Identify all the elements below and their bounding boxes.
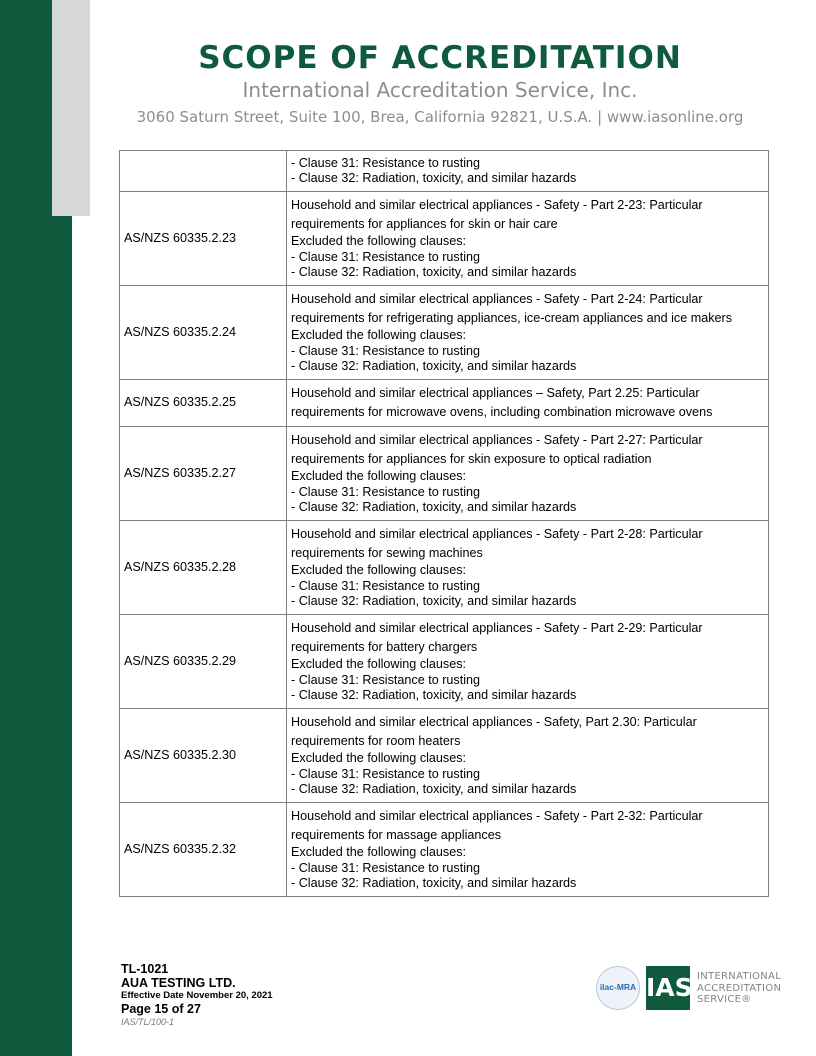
description-cell — [287, 192, 769, 286]
page-number: Page 15 of 27 — [121, 1002, 201, 1016]
clause-32-line: - Clause 32: Radiation, toxicity, and similar hazards — [291, 359, 577, 374]
clause-31-line: - Clause 31: Resistance to rusting — [291, 766, 480, 781]
clause-32-line: - Clause 32: Radiation, toxicity, and similar hazards — [291, 782, 577, 797]
effective-date: Effective Date November 20, 2021 — [121, 990, 273, 1001]
standard-cell: AS/NZS 60335.2.32 — [120, 803, 287, 897]
excluded-heading: Excluded the following clauses: — [291, 657, 467, 672]
footer-block — [121, 962, 273, 1028]
description-cell — [287, 803, 769, 897]
clause-31-line: - Clause 31: Resistance to rusting — [291, 672, 480, 687]
form-number: IAS/TL/100-1 — [121, 1017, 175, 1027]
table-row — [120, 521, 769, 615]
clause-32-line: - Clause 32: Radiation, toxicity, and similar hazards — [291, 688, 577, 703]
excluded-heading: Excluded the following clauses: — [291, 751, 467, 766]
standard-title: Household and similar electrical appliances - Safety - Part 2-29: Particular requirements for battery chargers — [291, 621, 703, 655]
company-name: AUA TESTING LTD. — [121, 976, 236, 990]
ilac-mra-text: ilac-MRA — [599, 982, 637, 992]
table-row — [120, 380, 769, 427]
description-cell — [287, 380, 769, 427]
organization-address: 3060 Saturn Street, Suite 100, Brea, California 92821, U.S.A. | www.iasonline.org — [136, 108, 744, 126]
clause-32-line: - Clause 32: Radiation, toxicity, and similar hazards — [291, 171, 577, 185]
table-row — [120, 427, 769, 521]
standard-title: Household and similar electrical appliances – Safety, Part 2.25: Particular requirements for microwave ovens, including combination microwave ovens — [291, 386, 713, 419]
table-row — [120, 803, 769, 897]
clause-32-line: - Clause 32: Radiation, toxicity, and similar hazards — [291, 594, 577, 609]
table-row-continued — [120, 151, 769, 192]
description-cell — [287, 427, 769, 521]
description-cell — [287, 709, 769, 803]
standard-title: Household and similar electrical appliances - Safety - Part 2-24: Particular requirements for refrigerating appliances, ice-cream appliances and ice makers — [291, 292, 732, 326]
description-cell — [287, 521, 769, 615]
clause-31-line: - Clause 31: Resistance to rusting — [291, 155, 480, 170]
table-row — [120, 286, 769, 380]
organization-name: International Accreditation Service, Inc. — [242, 78, 638, 102]
standard-cell: AS/NZS 60335.2.24 — [120, 286, 287, 380]
description-cell — [287, 286, 769, 380]
standard-title: Household and similar electrical appliances - Safety - Part 2-28: Particular requirements for sewing machines — [291, 527, 703, 561]
standard-title: Household and similar electrical appliances - Safety, Part 2.30: Particular requirements for room heaters — [291, 715, 697, 749]
clause-31-line: - Clause 31: Resistance to rusting — [291, 343, 480, 358]
clause-32-line: - Clause 32: Radiation, toxicity, and similar hazards — [291, 265, 577, 280]
standard-cell: AS/NZS 60335.2.30 — [120, 709, 287, 803]
excluded-heading: Excluded the following clauses: — [291, 469, 467, 484]
standard-cell — [120, 151, 287, 192]
table-row — [120, 615, 769, 709]
standard-title: Household and similar electrical appliances - Safety - Part 2-27: Particular requirements for appliances for skin exposure to optical radiation — [291, 433, 703, 467]
standard-cell: AS/NZS 60335.2.27 — [120, 427, 287, 521]
standard-cell: AS/NZS 60335.2.29 — [120, 615, 287, 709]
ias-logo-text — [697, 971, 781, 1006]
table-row — [120, 709, 769, 803]
clause-32-line: - Clause 32: Radiation, toxicity, and similar hazards — [291, 500, 577, 515]
clause-31-line: - Clause 31: Resistance to rusting — [291, 484, 480, 499]
standard-title: Household and similar electrical appliances - Safety - Part 2-23: Particular requirements for appliances for skin or hair care — [291, 198, 703, 232]
table-row — [120, 192, 769, 286]
excluded-heading: Excluded the following clauses: — [291, 234, 467, 249]
clause-31-line: - Clause 31: Resistance to rusting — [291, 578, 480, 593]
description-cell — [287, 151, 769, 192]
standard-cell: AS/NZS 60335.2.23 — [120, 192, 287, 286]
clause-31-line: - Clause 31: Resistance to rusting — [291, 249, 480, 264]
scope-table — [119, 150, 769, 897]
excluded-heading: Excluded the following clauses: — [291, 563, 467, 578]
ilac-mra-logo — [596, 966, 640, 1010]
ias-logo-mark: IAS — [646, 966, 690, 1010]
excluded-heading: Excluded the following clauses: — [291, 845, 467, 860]
excluded-heading: Excluded the following clauses: — [291, 328, 467, 343]
ias-logo-line: INTERNATIONAL — [697, 971, 782, 982]
ias-logo-line: ACCREDITATION — [697, 982, 782, 994]
standard-cell: AS/NZS 60335.2.28 — [120, 521, 287, 615]
standard-title: Household and similar electrical appliances - Safety - Part 2-32: Particular requirements for massage appliances — [291, 809, 703, 843]
ias-logo-line: SERVICE® — [697, 994, 752, 1005]
description-cell — [287, 615, 769, 709]
standard-cell: AS/NZS 60335.2.25 — [120, 380, 287, 427]
document-code: TL-1021 — [121, 962, 169, 976]
page-title: SCOPE OF ACCREDITATION — [198, 40, 682, 76]
clause-31-line: - Clause 31: Resistance to rusting — [291, 860, 480, 875]
clause-32-line: - Clause 32: Radiation, toxicity, and similar hazards — [291, 876, 577, 891]
